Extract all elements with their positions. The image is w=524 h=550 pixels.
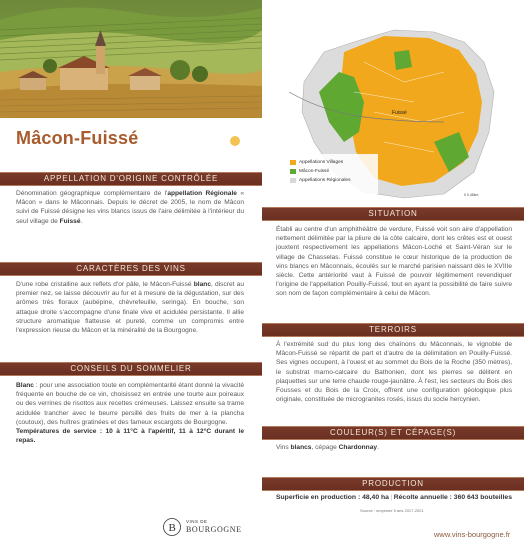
couleurs-text-bold: Chardonnay — [338, 444, 378, 451]
legend-label: Appellations Régionales — [299, 178, 351, 183]
aoc-text-bold: Fuissé — [59, 217, 81, 225]
logo-big-text: BOURGOGNE — [186, 525, 242, 534]
section-heading-caracteres: CARACTÈRES DES VINS — [0, 262, 262, 276]
production-stats — [276, 494, 512, 501]
aoc-text — [16, 189, 244, 226]
legend-label: Appellations Villages — [299, 160, 344, 165]
legend-swatch — [290, 160, 296, 165]
caracteres-text-part: , discret au premier nez, se laisse découvrir au fur et à mesure de la dégustation, sur des arômes très floraux (aubépine, chèvrefeuille, seringa). En bouche, son attaque droite s'accompagne d'une finale vive et acidulée persistante. Il allie structure aromatique flatteuse et pureté, comme un compromis entre l'expression rieuse du Mâcon et la minéralité de la Bourgogne. — [16, 281, 244, 335]
section-heading-production: PRODUCTION — [262, 477, 524, 491]
production-recolte: Récolte annuelle : 360 643 bouteilles — [393, 494, 512, 501]
sommelier-temperatures: Températures de service : 10 à 11°C à l'apéritif, 11 à 12°C durant le repas. — [16, 428, 244, 445]
aoc-text-part: Dénomination géographique complémentaire de l' — [16, 190, 168, 197]
couleurs-text-part: Vins — [276, 444, 291, 451]
legend-label: Mâcon-Fuissé — [299, 169, 330, 174]
map-scale-label: 0 0,45km — [464, 193, 479, 197]
section-heading-situation: SITUATION — [262, 207, 524, 221]
aoc-text-part: . — [80, 217, 83, 225]
website-link[interactable]: www.vins-bourgogne.fr — [434, 530, 511, 539]
svg-text:B: B — [168, 522, 176, 534]
caracteres-text-bold: blanc — [193, 281, 211, 288]
legend-swatch — [290, 169, 296, 174]
production-separator: | — [390, 494, 393, 501]
production-surface: Superficie en production : 48,40 ha — [276, 494, 389, 501]
terroirs-text: À l'extrémité sud du plus long des chaînons du Mâconnais, le vignoble de Mâcon-Fuissé se répartit de part et d'autre de la délimitation en Pouilly-Fuissé. Ses vignes occupent, à l'ouest et au sommet du Bois de la Roche (350 mètres), le substrat marno-calcaire du Bathonien, dont les pierres se délitent en plaquettes sur une terre chaude rouge-jaunâtre. À l'est, les secteurs du Bois des Fousses et du Bois de la Croix, offrent une configuration géologique plus originale, constituée de microgranites rosés, issus du socle hercynien. — [276, 341, 512, 404]
couleurs-text — [276, 443, 512, 452]
sommelier-text-part: : pour une association toute en complémentarité étant donné la vivacité fréquente en bouche de ce vin, choisissez en entrée une tourte aux poireaux ou des verrines de risottos aux recettes crémeuses. Laissez ensuite sa trame acidulée trancher avec le beurre persillé des fruits de mer à la plancha (coutoux), des huîtres gratinées et des fameux escargots de Bourgogne. — [16, 382, 244, 426]
situation-text: Établi au centre d'un amphithéâtre de verdure, Fuissé voit son aire d'appellation nettement délimitée par la pliure de la côte calcaire, dont les crêtes est et ouest jouxtent respectivement les appellations Mâcon-Loché et Saint-Véran sur le village de Chasselas. Fuissé constitue le cœur historique de la production de vins blancs en Mâconnais, écoulés sur le marché parisien naissant dès le XVIIIe siècle. Cette antériorité vaut à Fuissé de pouvoir légitimement revendiquer l'origine de l'appellation Pouilly-Fuissé, tout en ayant la possibilité de faire suivre son nom de façon complémentaire à celui de Mâcon. — [276, 226, 512, 298]
section-heading-aoc: APPELLATION D'ORIGINE CONTRÔLÉE — [0, 172, 262, 186]
vineyard-photo — [0, 0, 262, 118]
map-village-label: Fuissé — [392, 110, 407, 116]
section-heading-couleurs: COULEUR(S) ET CÉPAGE(S) — [262, 426, 524, 440]
sun-logo-icon — [229, 135, 241, 147]
couleurs-text-part: , cépage — [311, 444, 339, 451]
sommelier-text-bold: Blanc — [16, 382, 34, 389]
section-heading-terroirs: TERROIRS — [262, 323, 524, 337]
couleurs-text-bold: blancs — [290, 444, 312, 451]
couleurs-text-part: . — [377, 444, 379, 451]
page-title: Mâcon-Fuissé — [16, 128, 139, 148]
aoc-text-bold: appellation Régionale — [167, 190, 237, 197]
legend-item-macon-fuisse — [290, 167, 350, 176]
caracteres-text-part: D'une robe cristalline aux reflets d'or pâle, le Mâcon-Fuissé — [16, 281, 194, 288]
sommelier-text — [16, 381, 244, 445]
legend-item-regionales — [290, 176, 350, 185]
caracteres-text — [16, 280, 244, 335]
logo-small-text: VINS DE — [186, 519, 208, 524]
section-heading-sommelier: CONSEILS DU SOMMELIER — [0, 362, 262, 376]
legend-swatch — [290, 178, 296, 183]
aoc-text-part: « Mâcon » dans le Mâconnais. Depuis le décret de 2005, le nom de Mâcon suivi de Fuissé désigne les vins blancs issus de l'aire délimitée à l'intérieur du seul village de — [16, 190, 244, 225]
vins-bourgogne-logo — [163, 516, 263, 543]
legend-item-villages — [290, 158, 350, 167]
map-legend — [290, 158, 350, 185]
production-source: Source : moyenne 5 ans 2017-2021 — [360, 508, 424, 513]
